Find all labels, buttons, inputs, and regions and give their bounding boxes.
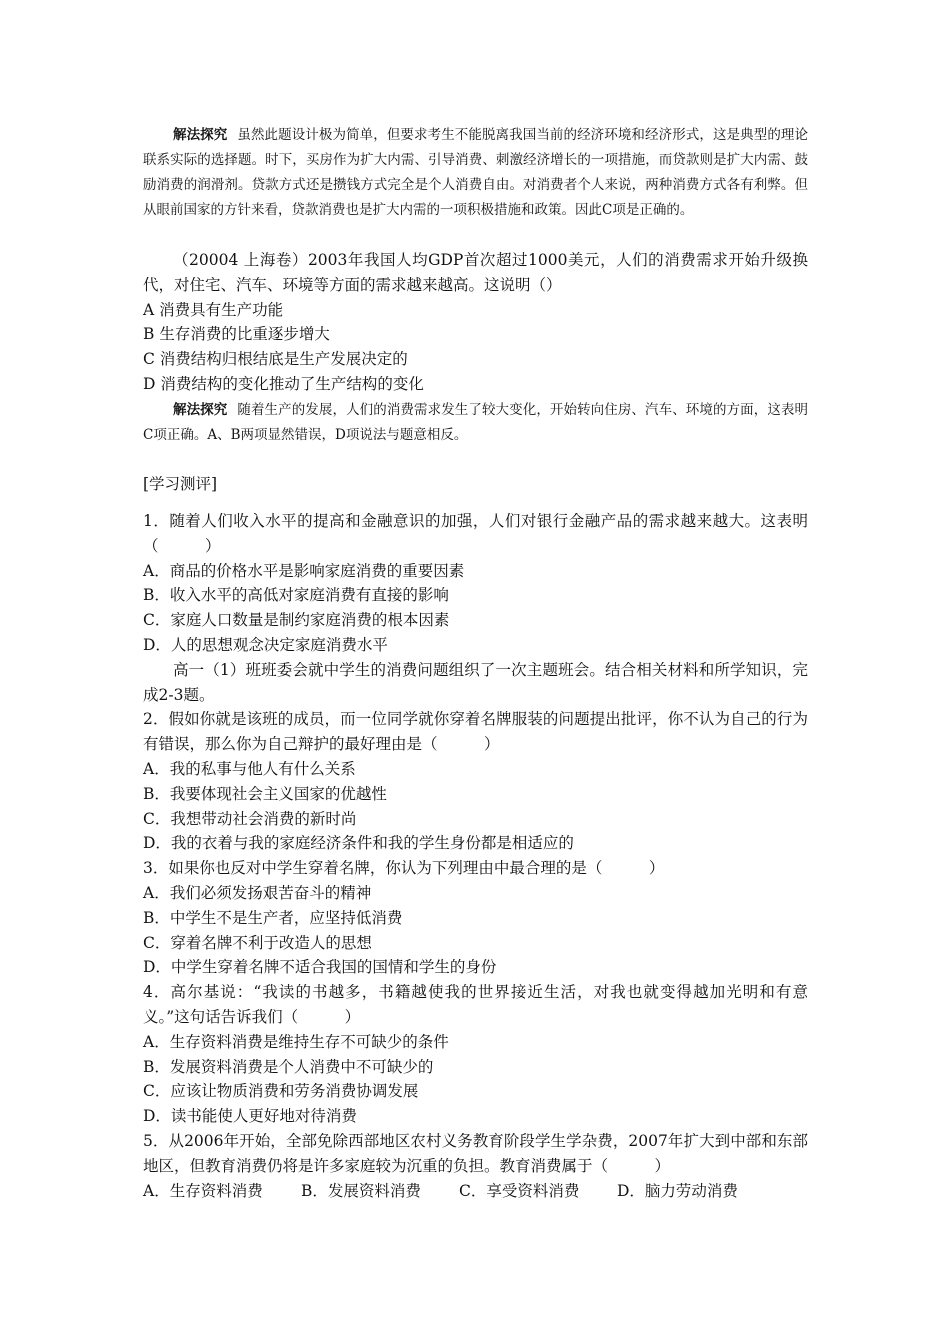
question-4 [143, 980, 808, 1129]
explanation-paragraph [143, 123, 808, 223]
question-3 [143, 856, 808, 980]
question-option: B．发展资料消费 [301, 1181, 421, 1200]
question-option: C．穿着名牌不利于改造人的思想 [143, 933, 372, 952]
question-option: C．家庭人口数量是制约家庭消费的根本因素 [143, 611, 450, 630]
question-option: D．脑力劳动消费 [617, 1181, 738, 1200]
section-title: [学习测评] [143, 475, 218, 493]
question-stem: 1．随着人们收入水平的提高和金融意识的加强，人们对银行金融产品的需求越来越大。这表明（ ） [143, 512, 808, 555]
question-option: A．我们必须发扬艰苦奋斗的精神 [143, 883, 372, 902]
class-meeting-intro: 高一（1）班班委会就中学生的消费问题组织了一次主题班会。结合相关材料和所学知识，完成2-3题。 [143, 660, 808, 704]
question-option: D．中学生穿着名牌不适合我国的国情和学生的身份 [143, 958, 497, 977]
question-2 [143, 707, 808, 856]
question-option: B．我要体现社会主义国家的优越性 [143, 784, 387, 803]
example-question-block [143, 248, 808, 397]
question-option: B．发展资料消费是个人消费中不可缺少的 [143, 1057, 434, 1076]
question-stem: 3．如果你也反对中学生穿着名牌，你认为下列理由中最合理的是（ ） [143, 859, 665, 878]
question-options-row [143, 1179, 808, 1204]
question-option: C．我想带动社会消费的新时尚 [143, 809, 357, 828]
question-option: A．商品的价格水平是影响家庭消费的重要因素 [143, 561, 465, 580]
explanation-text: 虽然此题设计极为简单，但要求考生不能脱离我国当前的经济环境和经济形式，这是典型的理论联系实际的选择题。时下，买房作为扩大内需、引导消费、刺激经济增长的一项措施，而贷款则是扩大内需、鼓励消费的润滑剂。贷款方式还是攒钱方式完全是个人消费自由。对消费者个人来说，两种消费方式各有利弊。但从眼前国家的方针来看，贷款消费也是扩大内需的一项积极措施和政策。因此C项是正确的。 [143, 127, 809, 218]
questions-block [143, 509, 808, 1203]
question-stem: 5．从2006年开始，全部免除西部地区农村义务教育阶段学生学杂费，2007年扩大到中部和东部地区，但教育消费仍将是许多家庭较为沉重的负担。教育消费属于（ ） [143, 1131, 808, 1175]
explanation-lead: 解法探究 [173, 127, 228, 143]
question-option: D．读书能使人更好地对待消费 [143, 1107, 357, 1126]
question-option: D．我的衣着与我的家庭经济条件和我的学生身份都是相适应的 [143, 834, 574, 853]
question-1 [143, 509, 808, 658]
question-option: A．生存资料消费 [143, 1181, 263, 1200]
example-option-d: D 消费结构的变化推动了生产结构的变化 [143, 374, 424, 393]
explanation-lead: 解法探究 [173, 402, 228, 418]
example-option-b: B 生存消费的比重逐步增大 [143, 325, 330, 344]
question-stem: 4．高尔基说：“我读的书越多，书籍越使我的世界接近生活，对我也就变得越加光明和有意义。”这句话告诉我们（ ） [143, 983, 808, 1026]
example-option-a: A 消费具有生产功能 [143, 300, 284, 319]
question-stem: 2．假如你就是该班的成员，而一位同学就你穿着名牌服装的问题提出批评，你不认为自己的行为有错误，那么你为自己辩护的最好理由是（ ） [143, 710, 808, 754]
example-option-c: C 消费结构归根结底是生产发展决定的 [143, 350, 408, 369]
explanation-block-1 [143, 123, 808, 223]
question-option: C．享受资料消费 [459, 1181, 580, 1200]
question-option: A．生存资料消费是维持生存不可缺少的条件 [143, 1032, 449, 1051]
question-option: A．我的私事与他人有什么关系 [143, 759, 356, 778]
question-option: C．应该让物质消费和劳务消费协调发展 [143, 1082, 419, 1101]
explanation-text: 随着生产的发展，人们的消费需求发生了较大变化，开始转向住房、汽车、环境的方面，这表明C项正确。A、B两项显然错误，D项说法与题意相反。 [143, 402, 809, 443]
section-title-block [143, 472, 808, 497]
question-option: D．人的思想观念决定家庭消费水平 [143, 635, 388, 654]
example-question-stem: （20004 上海卷）2003年我国人均GDP首次超过1000美元，人们的消费需求开始升级换代，对住宅、汽车、环境等方面的需求越来越高。这说明（） [143, 251, 808, 294]
question-option: B．收入水平的高低对家庭消费有直接的影响 [143, 586, 449, 605]
explanation-paragraph [143, 398, 808, 448]
question-5 [143, 1129, 808, 1203]
question-option: B．中学生不是生产者，应坚持低消费 [143, 908, 403, 927]
explanation-block-2 [143, 398, 808, 448]
